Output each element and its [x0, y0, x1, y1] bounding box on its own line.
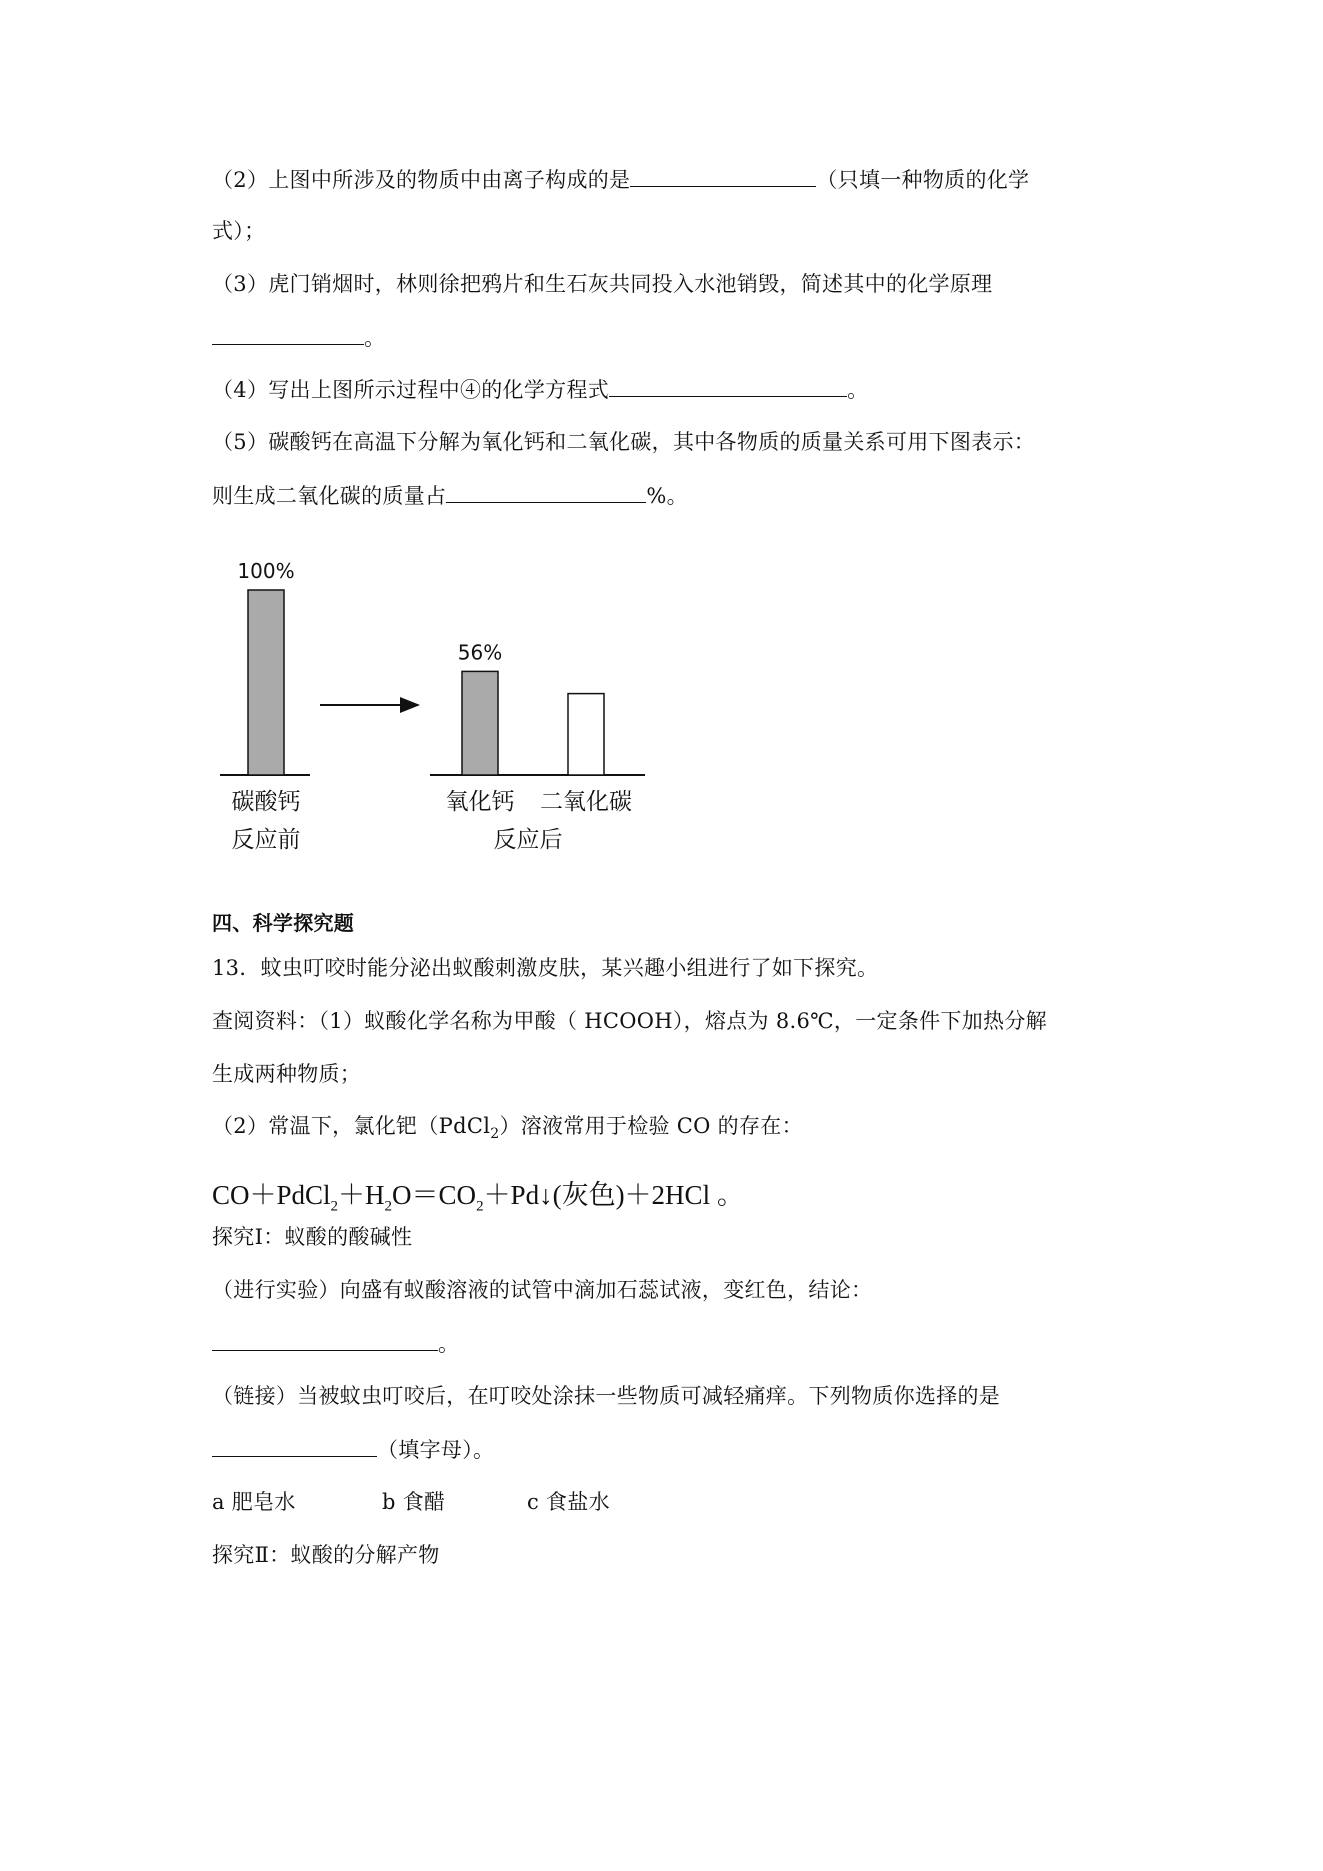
q5-text-2: 则生成二氧化碳的质量占 [212, 484, 447, 508]
equation-part-1: CO＋PdCl [212, 1180, 331, 1210]
q13-reference-2-sub: 2 [490, 1126, 500, 1143]
q13-reference-2-text: （2）常温下，氯化钯（PdCl [212, 1114, 491, 1138]
q3-text: （3）虎门销烟时，林则徐把鸦片和生石灰共同投入水池销毁，简述其中的化学原理 [212, 272, 993, 296]
bar-1 [462, 671, 498, 775]
q2-line-2 [212, 218, 265, 244]
q13-reference-2-tail: ）溶液常用于检验 CO 的存在： [499, 1114, 803, 1138]
q4-line [212, 376, 868, 403]
equation-part-4: ＋Pd↓(灰色)＋2HCl 。 [483, 1180, 744, 1210]
q13-reference-1b-text: 生成两种物质； [212, 1062, 362, 1086]
option-b: b 食醋 [382, 1490, 446, 1514]
q13-reference-1 [212, 1008, 1047, 1034]
group-label-after: 反应后 [493, 827, 563, 853]
equation-sub-1: 2 [330, 1198, 339, 1215]
value-label-1: 56% [457, 640, 503, 665]
q5-answer-blank[interactable] [446, 482, 646, 503]
q13-intro-text: 13．蚊虫叮咬时能分泌出蚁酸刺激皮肤，某兴趣小组进行了如下探究。 [212, 956, 879, 980]
explore-2-text: 探究Ⅱ：蚁酸的分解产物 [212, 1543, 440, 1567]
explore-2 [212, 1542, 440, 1568]
q4-end: 。 [847, 378, 869, 402]
options-line [212, 1489, 610, 1515]
q4-text: （4）写出上图所示过程中④的化学方程式 [212, 378, 610, 402]
q5-end: %。 [646, 484, 688, 508]
section-heading-text: 四、科学探究题 [212, 911, 355, 935]
category-label-calcium-oxide: 氧化钙 [445, 789, 515, 815]
q13-reference-2 [212, 1113, 803, 1147]
q2-line-1 [212, 166, 1029, 193]
experiment-answer-blank[interactable] [212, 1330, 438, 1351]
q2-text-end: 式）； [212, 219, 266, 243]
experiment-text: （进行实验）向盛有蚁酸溶液的试管中滴加石蕊试液，变红色，结论： [212, 1278, 873, 1302]
category-label-carbon-dioxide: 二氧化碳 [540, 789, 632, 815]
link-answer-line [212, 1436, 494, 1463]
q5-line-1 [212, 429, 1035, 455]
q4-answer-blank[interactable] [609, 376, 847, 397]
q5-line-2 [212, 482, 688, 509]
experiment-line [212, 1277, 872, 1303]
bar-2 [568, 694, 604, 775]
link-text: （链接）当被蚊虫叮咬后，在叮咬处涂抹一些物质可减轻痛痒。下列物质你选择的是 [212, 1384, 1001, 1408]
q2-text-tail: （只填一种物质的化学 [816, 168, 1030, 192]
explore-1 [212, 1224, 412, 1250]
mass-relation-chart [200, 535, 680, 865]
link-line [212, 1383, 1000, 1409]
equation-sub-2: 2 [384, 1198, 393, 1215]
chemical-equation [212, 1173, 744, 1215]
category-label-calcium-carbonate: 碳酸钙 [231, 789, 301, 815]
experiment-end: 。 [438, 1332, 460, 1356]
option-c: c 食盐水 [527, 1490, 610, 1514]
q3-line-2 [212, 324, 385, 351]
section-heading [212, 910, 354, 936]
group-label-before: 反应前 [231, 827, 301, 853]
value-label-0: 100% [237, 559, 295, 583]
q13-reference-1b [212, 1061, 361, 1087]
equation-part-2: ＋H [338, 1180, 385, 1210]
equation-sub-3: 2 [476, 1198, 484, 1215]
q3-answer-blank[interactable] [212, 324, 364, 345]
q3-end: 。 [364, 326, 386, 350]
option-a: a 肥皂水 [212, 1490, 296, 1514]
experiment-answer-line [212, 1330, 459, 1357]
q13-reference-1-text: 查阅资料：（1）蚁酸化学名称为甲酸（ HCOOH），熔点为 8.6℃，一定条件下加热分解 [212, 1009, 1047, 1033]
link-answer-blank[interactable] [212, 1436, 377, 1457]
equation-part-3: O＝CO [392, 1180, 477, 1210]
q5-text: （5）碳酸钙在高温下分解为氧化钙和二氧化碳，其中各物质的质量关系可用下图表示： [212, 430, 1036, 454]
bar-0 [248, 590, 284, 775]
q2-text: （2）上图中所涉及的物质中由离子构成的是 [212, 168, 631, 192]
q13-intro [212, 955, 878, 981]
q3-line-1 [212, 271, 992, 297]
q2-answer-blank[interactable] [630, 166, 816, 187]
explore-1-text: 探究Ⅰ：蚁酸的酸碱性 [212, 1225, 413, 1249]
link-end: （填字母）。 [377, 1438, 495, 1462]
